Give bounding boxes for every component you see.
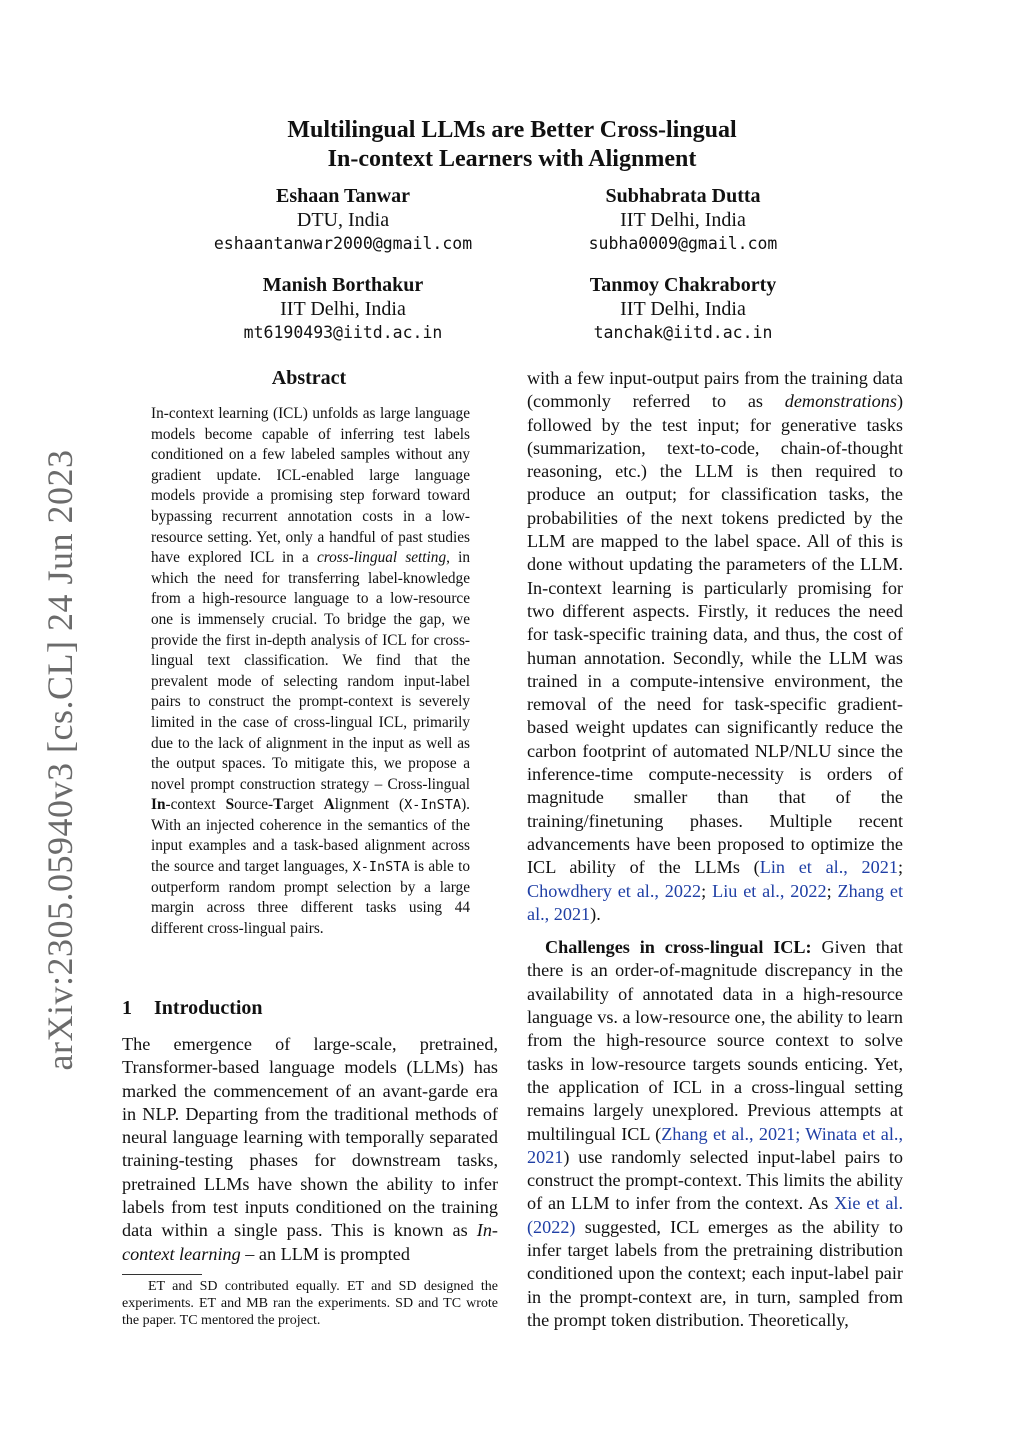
abstract-body: In-context learning (ICL) unfolds as large language models become capable of inferring test labels conditioned on a few labeled samples without any gradient update. ICL-enabled large language models provide a promising step forward toward bypassing recurrent annotation costs in a low-resource setting. Yet, only a handful of past studies have explored ICL in a cross-lingual setting, in which the need for transferring label-knowledge from a high-resource language to a low-resource one is immensely crucial. To bridge the gap, we provide the first in-depth analysis of ICL for cross-lingual text classification. We find that the prevalent mode of selecting random input-label pairs to construct the prompt-context is severely limited in the case of cross-lingual ICL, primarily due to the lack of alignment in the input as well as the output spaces. To mitigate this, we propose a novel prompt construction strategy – Cross-lingual In-context Source-Target Alignment (X-InSTA). With an injected coherence in the semantics of the input examples and a task-based alignment across the source and target languages, X-InSTA is able to outperform random prompt selection by a large margin across three different tasks using 44 different cross-lingual pairs. [151,405,470,937]
paper-title [0,116,1024,174]
paragraph: Challenges in cross-lingual ICL: Given that there is an order-of-magnitude discrepancy in the availability of annotated data in a high-resource language vs. a low-resource one, the ability to learn from the high-resource source context to solve tasks in low-resource targets sounds enticing. Yet, the application of ICL in a cross-lingual setting remains largely unexplored. Previous attempts at multilingual ICL (Zhang et al., 2021; Winata et al., 2021) use randomly selected input-label pairs to construct the prompt-context. This limits the ability of an LLM to infer from the context. As Xie et al. (2022) suggested, ICL emerges as the ability to infer target labels from the pretraining distribution conditioned upon the context; each input-label pair in the prompt-context are, in turn, sampled from the prompt token distribution. Theoretically, [527,937,903,1330]
author-affiliation: DTU, India [296,209,390,231]
author-affiliation: IIT Delhi, India [620,209,746,231]
author-name: Subhabrata Dutta [605,185,761,207]
author-email[interactable]: eshaantanwar2000@gmail.com [213,234,473,253]
abstract-heading: Abstract [271,367,347,389]
introduction-body: The emergence of large-scale, pretrained, Transformer-based language models (LLMs) has marked the commencement of an avant-garde era in NLP. Departing from the traditional methods of neural language learning with temporally separated training-testing phases for downstream tasks, pretrained LLMs have shown the ability to infer labels from test inputs conditioned on the training data within a single pass. This is known as In-context learning – an LLM is prompted [122,1034,498,1264]
acronym: X-InSTA [404,797,462,814]
footnote-divider [122,1274,202,1275]
author-block-2 [523,184,843,256]
paragraph-heading: Challenges in cross-lingual ICL: [545,937,812,958]
footnote: ET and SD contributed equally. ET and SD designed the experiments. ET and MB ran the experiments. SD and TC wrote the paper. TC mentored the project. [122,1279,498,1328]
arxiv-stamp [30,449,90,1071]
acronym: X-InSTA [352,859,410,876]
paragraph: with a few input-output pairs from the training data (commonly referred to as demonstrations) followed by the test input; for generative tasks (summarization, text-to-code, chain-of-thought reasoning, etc.) the LLM is then required to produce an output; for classification tasks, the probabilities of the next tokens predicted by the LLM are mapped to the label space. All of this is done without updating the parameters of the LLM. In-context learning is particularly promising for two different aspects. Firstly, it reduces the need for task-specific training data, and thus, the cost of human annotation. Secondly, while the LLM was trained in a compute-intensive environment, the removal of the need for task-specific gradient-based weight updates can significantly reduce the carbon footprint of automated NLP/NLU since the inference-time compute-necessity is orders of magnitude smaller than that of the training/finetuning phases. Multiple recent advancements have been proposed to optimize the ICL ability of the LLMs (Lin et al., 2021; Chowdhery et al., 2022; Liu et al., 2022; Zhang et al., 2021). [527,368,903,924]
author-email[interactable]: mt6190493@iitd.ac.in [243,323,443,342]
author-affiliation: IIT Delhi, India [280,298,406,320]
section-heading-introduction: 1 Introduction [122,997,263,1019]
author-block-3 [183,273,503,345]
author-block-1 [183,184,503,256]
author-affiliation: IIT Delhi, India [620,298,746,320]
citation-link[interactable]: Xie et al. (2022) [527,1193,903,1237]
author-email[interactable]: tanchak@iitd.ac.in [593,323,773,342]
author-block-4 [523,273,843,345]
citation-link[interactable]: Zhang et al., 2021 [527,880,903,924]
author-email[interactable]: subha0009@gmail.com [588,234,778,253]
title-line-2: In-context Learners with Alignment [327,146,697,172]
author-name: Eshaan Tanwar [276,185,410,207]
right-column [527,367,903,1332]
author-name: Manish Borthakur [262,274,424,296]
arxiv-stamp-text: arXiv:2305.05940v3 [cs.CL] 24 Jun 2023 [40,449,80,1071]
author-name: Tanmoy Chakraborty [589,274,777,296]
citation-link[interactable]: Zhang et al., 2021; Winata et al., 2021 [527,1123,903,1167]
citation-link[interactable]: Chowdhery et al., 2022 [527,880,702,901]
citation-link[interactable]: Liu et al., 2022 [712,880,827,901]
title-line-1: Multilingual LLMs are Better Cross-lingual [287,117,737,143]
citation-link[interactable]: Lin et al., 2021 [759,857,898,878]
